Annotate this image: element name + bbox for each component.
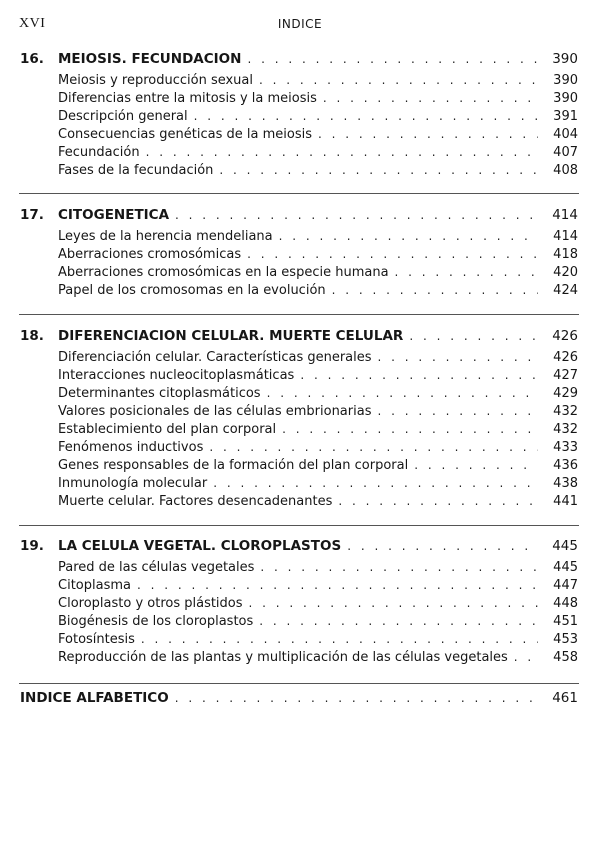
section-page: 426 bbox=[553, 350, 578, 365]
chapter-title: LA CELULA VEGETAL. CLOROPLASTOS bbox=[58, 538, 342, 554]
page-number-label: XVI bbox=[19, 16, 46, 31]
chapter-heading[interactable] bbox=[0, 207, 600, 229]
chapter-divider bbox=[19, 193, 579, 194]
section-page: 441 bbox=[553, 494, 578, 509]
dot-leader bbox=[389, 265, 538, 279]
dot-leader bbox=[294, 368, 538, 382]
dot-leader bbox=[341, 539, 538, 553]
section-title: Fases de la fecundación bbox=[58, 163, 214, 178]
dot-leader bbox=[203, 440, 538, 454]
section-entry[interactable] bbox=[0, 163, 600, 181]
section-entry[interactable] bbox=[0, 440, 600, 458]
chapter-title: CITOGENETICA bbox=[58, 207, 170, 223]
section-page: 458 bbox=[553, 650, 578, 665]
section-title: Genes responsables de la formación del plan corporal bbox=[58, 458, 409, 473]
chapter-page: 445 bbox=[552, 538, 578, 554]
section-entry[interactable] bbox=[0, 109, 600, 127]
chapter-title: DIFERENCIACION CELULAR. MUERTE CELULAR bbox=[58, 328, 404, 344]
dot-leader bbox=[273, 229, 538, 243]
section-entry[interactable] bbox=[0, 578, 600, 596]
chapter-17 bbox=[0, 207, 600, 301]
running-title: INDICE bbox=[277, 17, 323, 31]
chapter-number: 16. bbox=[20, 51, 44, 67]
section-entry[interactable] bbox=[0, 476, 600, 494]
section-entry[interactable] bbox=[0, 404, 600, 422]
section-entry[interactable] bbox=[0, 368, 600, 386]
chapter-number: 17. bbox=[20, 207, 44, 223]
section-page: 390 bbox=[553, 73, 578, 88]
section-title: Fotosíntesis bbox=[58, 632, 135, 647]
section-entry[interactable] bbox=[0, 283, 600, 301]
section-page: 420 bbox=[553, 265, 578, 280]
section-entry[interactable] bbox=[0, 247, 600, 265]
section-title: Inmunología molecular bbox=[58, 476, 208, 491]
dot-leader bbox=[188, 109, 538, 123]
section-page: 432 bbox=[553, 422, 578, 437]
section-entry[interactable] bbox=[0, 265, 600, 283]
index-page: 461 bbox=[552, 690, 578, 706]
dot-leader bbox=[326, 283, 538, 297]
section-entry[interactable] bbox=[0, 494, 600, 512]
section-title: Cloroplasto y otros plástidos bbox=[58, 596, 243, 611]
section-title: Interacciones nucleocitoplasmáticas bbox=[58, 368, 295, 383]
section-title: Diferenciación celular. Características generales bbox=[58, 350, 372, 365]
dot-leader bbox=[253, 73, 538, 87]
section-title: Reproducción de las plantas y multiplicación de las células vegetales bbox=[58, 650, 508, 665]
section-page: 427 bbox=[553, 368, 578, 383]
dot-leader bbox=[169, 691, 538, 705]
chapter-page: 414 bbox=[552, 207, 578, 223]
section-page: 451 bbox=[553, 614, 578, 629]
chapter-number: 18. bbox=[20, 328, 44, 344]
section-title: Valores posicionales de las células embrionarias bbox=[58, 404, 372, 419]
section-page: 447 bbox=[553, 578, 578, 593]
section-entry[interactable] bbox=[0, 596, 600, 614]
section-entry[interactable] bbox=[0, 422, 600, 440]
dot-leader bbox=[169, 208, 538, 222]
dot-leader bbox=[131, 578, 538, 592]
chapter-heading[interactable] bbox=[0, 328, 600, 350]
dot-leader bbox=[243, 596, 538, 610]
section-entry[interactable] bbox=[0, 386, 600, 404]
chapter-divider bbox=[19, 314, 579, 315]
chapter-page: 426 bbox=[552, 328, 578, 344]
chapter-divider bbox=[19, 683, 579, 684]
chapter-page: 390 bbox=[552, 51, 578, 67]
dot-leader bbox=[276, 422, 538, 436]
section-entry[interactable] bbox=[0, 560, 600, 578]
index-entry[interactable] bbox=[0, 690, 600, 712]
section-page: 390 bbox=[553, 91, 578, 106]
section-title: Citoplasma bbox=[58, 578, 131, 593]
section-title: Aberraciones cromosómicas bbox=[58, 247, 242, 262]
dot-leader bbox=[241, 52, 538, 66]
section-page: 408 bbox=[553, 163, 578, 178]
dot-leader bbox=[207, 476, 538, 490]
dot-leader bbox=[508, 650, 538, 664]
section-title: Aberraciones cromosómicas en la especie humana bbox=[58, 265, 389, 280]
dot-leader bbox=[317, 91, 538, 105]
chapter-number: 19. bbox=[20, 538, 44, 554]
section-title: Papel de los cromosomas en la evolución bbox=[58, 283, 326, 298]
section-entry[interactable] bbox=[0, 350, 600, 368]
section-title: Meiosis y reproducción sexual bbox=[58, 73, 253, 88]
section-entry[interactable] bbox=[0, 614, 600, 632]
dot-leader bbox=[254, 560, 538, 574]
section-entry[interactable] bbox=[0, 650, 600, 668]
chapter-16 bbox=[0, 51, 600, 181]
section-entry[interactable] bbox=[0, 127, 600, 145]
section-page: 418 bbox=[553, 247, 578, 262]
index-title: INDICE ALFABETICO bbox=[20, 690, 169, 706]
section-entry[interactable] bbox=[0, 458, 600, 476]
section-title: Determinantes citoplasmáticos bbox=[58, 386, 261, 401]
dot-leader bbox=[261, 386, 538, 400]
chapter-divider bbox=[19, 525, 579, 526]
section-page: 424 bbox=[553, 283, 578, 298]
section-entry[interactable] bbox=[0, 91, 600, 109]
section-title: Descripción general bbox=[58, 109, 188, 124]
section-page: 404 bbox=[553, 127, 578, 142]
dot-leader bbox=[253, 614, 538, 628]
chapter-heading[interactable] bbox=[0, 538, 600, 560]
dot-leader bbox=[140, 145, 538, 159]
section-page: 453 bbox=[553, 632, 578, 647]
dot-leader bbox=[135, 632, 538, 646]
dot-leader bbox=[213, 163, 538, 177]
chapter-heading[interactable] bbox=[0, 51, 600, 73]
section-title: Biogénesis de los cloroplastos bbox=[58, 614, 254, 629]
section-title: Pared de las células vegetales bbox=[58, 560, 255, 575]
section-page: 448 bbox=[553, 596, 578, 611]
section-title: Establecimiento del plan corporal bbox=[58, 422, 277, 437]
page-header bbox=[0, 0, 600, 30]
section-title: Consecuencias genéticas de la meiosis bbox=[58, 127, 312, 142]
section-title: Fenómenos inductivos bbox=[58, 440, 204, 455]
section-page: 433 bbox=[553, 440, 578, 455]
section-page: 445 bbox=[553, 560, 578, 575]
chapter-title: MEIOSIS. FECUNDACION bbox=[58, 51, 242, 67]
dot-leader bbox=[332, 494, 538, 508]
dot-leader bbox=[372, 350, 538, 364]
section-entry[interactable] bbox=[0, 229, 600, 247]
section-title: Fecundación bbox=[58, 145, 140, 160]
dot-leader bbox=[312, 127, 538, 141]
section-page: 407 bbox=[553, 145, 578, 160]
section-page: 391 bbox=[553, 109, 578, 124]
section-page: 438 bbox=[553, 476, 578, 491]
section-title: Diferencias entre la mitosis y la meiosis bbox=[58, 91, 317, 106]
section-title: Muerte celular. Factores desencadenantes bbox=[58, 494, 333, 509]
dot-leader bbox=[403, 329, 538, 343]
chapter-18 bbox=[0, 328, 600, 512]
dot-leader bbox=[408, 458, 538, 472]
chapter-19 bbox=[0, 538, 600, 668]
section-entry[interactable] bbox=[0, 145, 600, 163]
alphabetic-index bbox=[0, 690, 600, 712]
section-title: Leyes de la herencia mendeliana bbox=[58, 229, 273, 244]
dot-leader bbox=[241, 247, 538, 261]
section-entry[interactable] bbox=[0, 73, 600, 91]
section-entry[interactable] bbox=[0, 632, 600, 650]
section-page: 414 bbox=[553, 229, 578, 244]
section-page: 429 bbox=[553, 386, 578, 401]
dot-leader bbox=[371, 404, 538, 418]
section-page: 432 bbox=[553, 404, 578, 419]
section-page: 436 bbox=[553, 458, 578, 473]
